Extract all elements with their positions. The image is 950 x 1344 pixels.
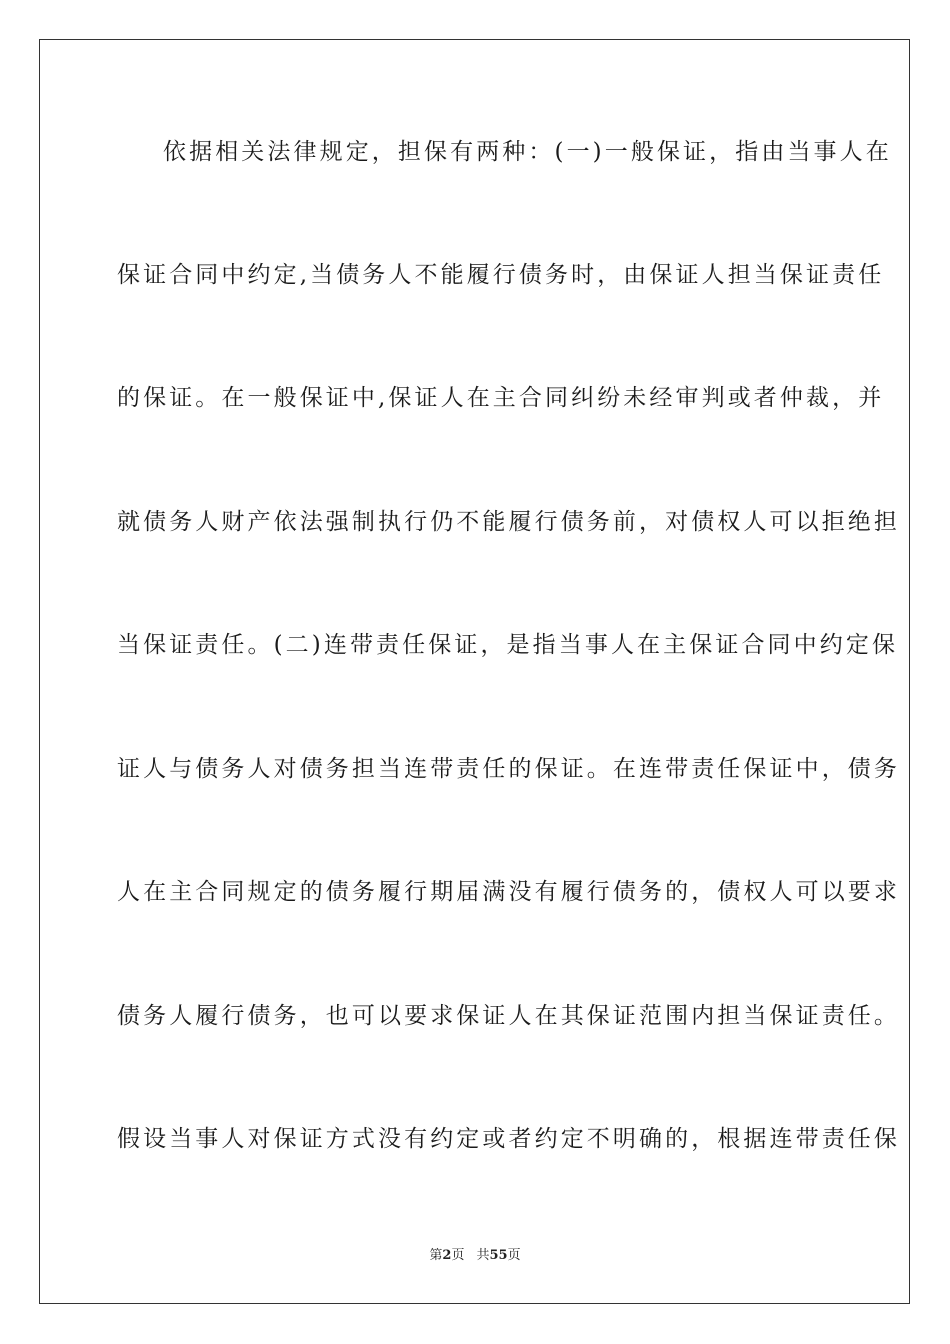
page-footer <box>0 1247 950 1265</box>
paragraph-line-6: 证人与债务人对债务担当连带责任的保证。在连带责任保证中，债务 <box>117 756 900 782</box>
paragraph-line-7: 人在主合同规定的债务履行期届满没有履行债务的，债权人可以要求 <box>117 879 900 905</box>
page-border <box>39 39 910 1304</box>
paragraph-line-9: 假设当事人对保证方式没有约定或者约定不明确的，根据连带责任保 <box>117 1126 900 1152</box>
paragraph-line-1: 依据相关法律规定，担保有两种：(一)一般保证，指由当事人在 <box>163 139 892 165</box>
paragraph-line-2: 保证合同中约定,当债务人不能履行债务时，由保证人担当保证责任 <box>117 262 885 288</box>
paragraph-line-4: 就债务人财产依法强制执行仍不能履行债务前，对债权人可以拒绝担 <box>117 509 900 535</box>
paragraph-line-3: 的保证。在一般保证中,保证人在主合同纠纷未经审判或者仲裁，并 <box>117 385 885 411</box>
total-pages-label: 共55页 <box>476 1248 521 1263</box>
page-number-label: 第2页 <box>429 1248 465 1263</box>
paragraph-line-5: 当保证责任。(二)连带责任保证，是指当事人在主保证合同中约定保 <box>117 632 899 658</box>
paragraph-line-8: 债务人履行债务，也可以要求保证人在其保证范围内担当保证责任。 <box>117 1003 900 1029</box>
